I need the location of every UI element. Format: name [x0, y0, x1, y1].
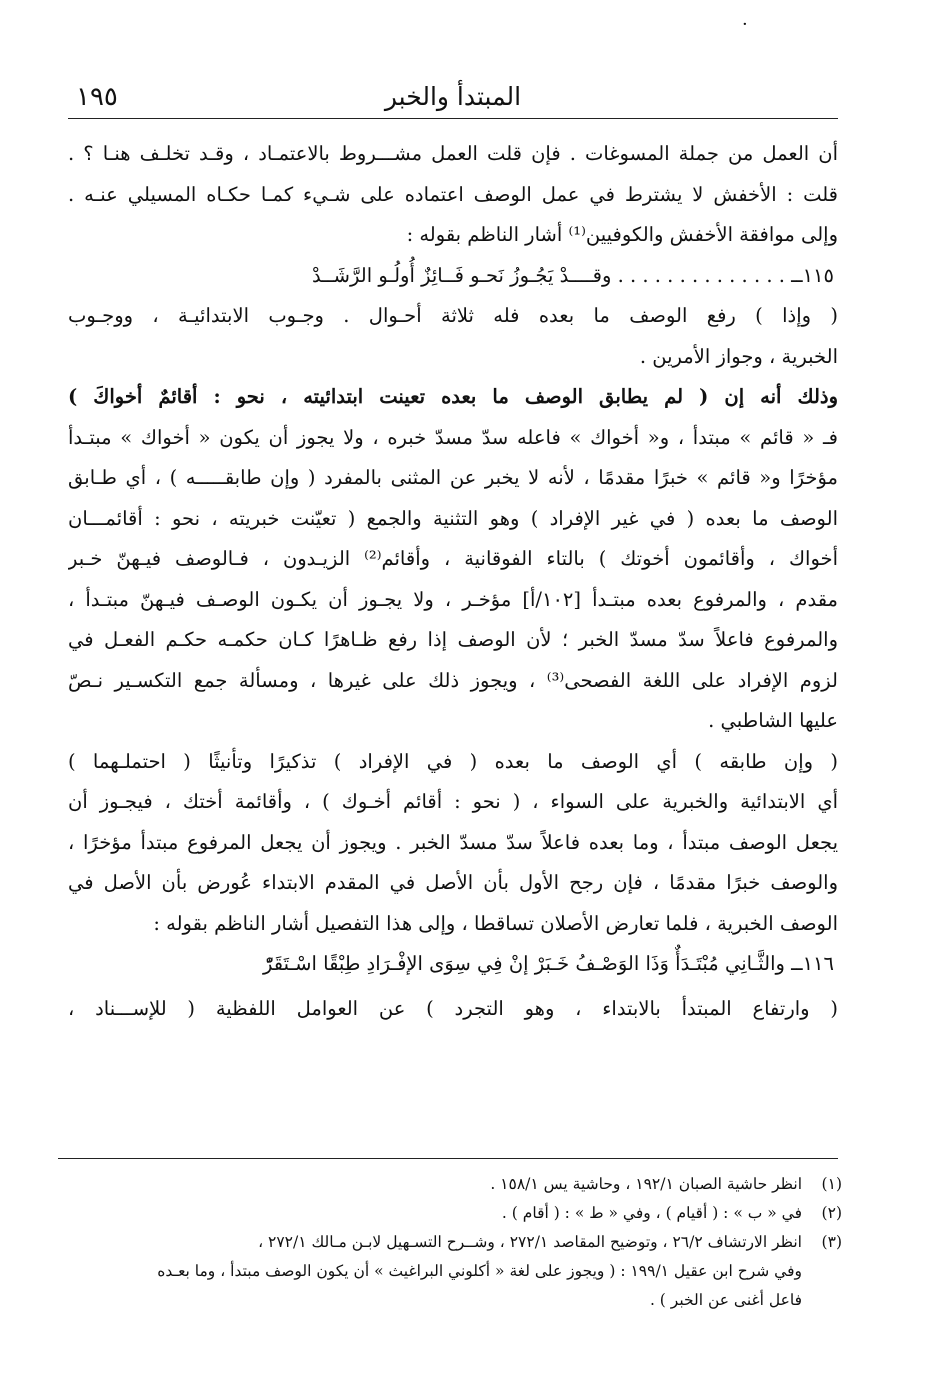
header-rule — [68, 118, 838, 119]
text-line: مقدم ، والمرفوع بعده مبتـدأ [١٠٢/أ] مؤخـر ، ولا يجـوز أن يكـون الوصـف فيـهنّ مبتـدأ ، — [68, 587, 838, 611]
verse-line: ١١٥ــ . . . . . . . . . . . . . . وقــــدْ يَجُـوزُ نَحـو فَــائِزٌ أُولُـو الرَّشَــدْ — [312, 263, 834, 287]
main-text — [68, 134, 838, 1029]
footnotes — [68, 1170, 842, 1315]
footnote-rule — [58, 1158, 838, 1159]
running-title: المبتدأ والخبر — [384, 82, 522, 111]
page — [68, 78, 842, 1368]
footnote-continuation: فاعل أغنى عن الخبر ) . — [649, 1291, 802, 1309]
footnote-text: في « ب » : ( أقيام ) ، وفي « ط » : ( أقام ) . — [501, 1204, 802, 1222]
text-line: وإلى موافقة الأخفش والكوفيين⁽¹⁾ أشار الناظم بقوله : — [406, 223, 838, 246]
ink-dot: · — [742, 14, 748, 35]
footnote — [68, 1170, 842, 1199]
footnote — [68, 1228, 842, 1257]
text-line: أن العمل من جملة المسوغات . فإن قلت العمل مشـــروط بالاعتمـاد ، وقـد تخلـف هنـا ؟ . — [68, 142, 838, 165]
text-line: والمرفوع فاعلاً سدّ مسدّ الخبر ؛ لأن الوصف إذا رفع ظـاهرًا كـان حكمـه حكـم الفعـل في — [68, 628, 838, 651]
text-line: الوصف الخبرية ، فلما تعارض الأصلان تساقطا ، وإلى هذا التفصيل أشار الناظم بقوله : — [153, 911, 838, 935]
text-line: الخبرية ، وجواز الأمرين . — [639, 344, 838, 368]
footnote-text: انظر الارتشاف ٢٦/٢ ، وتوضيح المقاصد ٢٧٢/١ ، وشــرح التسـهيل لابـن مـالك ٢٧٢/١ ، — [258, 1233, 802, 1251]
footnote-continuation: وفي شرح ابن عقيل ١٩٩/١ : ( ويجوز على لغة « أكلوني البراغيث » أن يكون الوصف مبتدأ ، وما بعـده — [157, 1262, 802, 1280]
text-line: قلت : الأخفش لا يشترط في عمل الوصف اعتماده على شـيء كمـا حكـاه المسيلي عنـه . — [68, 182, 838, 206]
text-line: لزوم الإفراد على اللغة الفصحى⁽³⁾ ، ويجوز ذلك على غيرها ، ومسألة جمع التكسـير نـصّ — [68, 668, 838, 692]
page-header — [68, 78, 838, 118]
text-line: أي الابتدائية والخبرية على السواء ، ( نحو : أقائم أخـوك ) ، وأقائمة أختك ، فيجـوز أن — [68, 790, 838, 813]
text-line: وذلك أنه إن ( لم يطابق الوصف ما بعده تعينت ابتدائيته ، نحو : أقائمٌ أخواكَ ) — [68, 385, 838, 408]
text-line: ( وإذا ) رفع الوصف ما بعده فله ثلاثة أحـوال . وجـوب الابتدائيـة ، ووجـوب — [68, 304, 838, 327]
text-line: الوصف ما بعده ( في غير الإفراد ) وهو التثنية والجمع ( تعيّنت خبريته ، نحو : أقائمـــان — [68, 506, 838, 530]
footnote-number: (٣) — [821, 1233, 842, 1251]
text-line: أخواك ، وأقائمون أخوتك ) بالتاء الفوقانية ، وأقائم⁽²⁾ الزيـدون ، فـالوصف فيـهنّ خـبر — [68, 547, 838, 570]
footnote — [68, 1199, 842, 1228]
text-line: والوصف خبرًا مقدمًا ، فإن رجح الأول بأن الأصل في المقدم الابتداء عُورض بأن الأصل في — [68, 871, 838, 894]
footnote-number: (١) — [821, 1175, 842, 1193]
footnote-text: انظر حاشية الصبان ١٩٢/١ ، وحاشية يس ١٥٨/١ . — [490, 1175, 802, 1193]
text-line: يجعل الوصف مبتدأ ، وما بعده فاعلاً سدّ مسدّ الخبر . ويجوز أن يجعل المرفوع مبتدأ مؤخرًا ، — [68, 830, 838, 854]
text-line: ( وارتفاع المبتدأ بالابتداء ، وهو التجرد ) عن العوامل اللفظية ( للإســـناد ، — [68, 996, 838, 1020]
text-line: عليها الشاطبي . — [708, 709, 838, 732]
text-line: فـ « قائم » مبتدأ ، و« أخواك » فاعله سدّ مسدّ خبره ، ولا يجوز أن يكون « أخواك » مبتـدأ — [68, 425, 838, 449]
page-number: ١٩٥ — [76, 82, 118, 112]
text-line: ( وإن طابقه ) أي الوصف ما بعده ( في الإفراد ) تذكيرًا وتأنيثًا ( احتملـهما ) — [68, 749, 838, 773]
verse-line: ١١٦ــ والثَّـانِي مُبْتَـدَأٌ وَذَا الوَصْـفُ خَـبَرْ إنْ فِي سِوَى الإفْـرَادِ طِبْقًا اسْـتَقَرّْ — [262, 952, 834, 975]
text-line: مؤخرًا و« قائم » خبرًا مقدمًا ، لأنه لا يخبر عن المثنى بالمفرد ( وإن طابقـــــه ) ، أي طـابق — [68, 466, 838, 489]
footnote-number: (٢) — [821, 1204, 842, 1222]
